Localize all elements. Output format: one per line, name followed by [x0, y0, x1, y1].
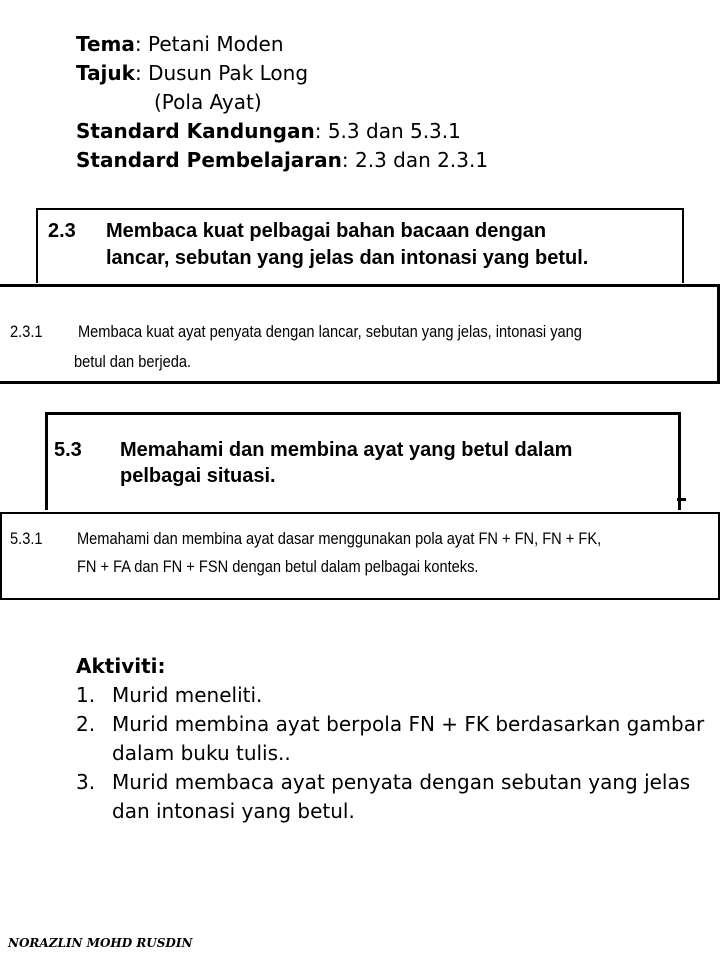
- activity-list: [76, 681, 720, 826]
- list-item-text: Murid meneliti.: [112, 683, 263, 707]
- standard-pembelajaran-value: : 2.3 dan 2.3.1: [341, 148, 489, 172]
- standard-2-3-box: [36, 208, 684, 283]
- standard-5-3-line1: Memahami dan membina ayat yang betul dalam: [120, 439, 573, 461]
- lesson-header: [76, 30, 488, 175]
- standard-5-3-line2: pelbagai situasi.: [120, 465, 276, 487]
- activity-section: [76, 652, 720, 826]
- tajuk-subtitle: (Pola Ayat): [154, 90, 262, 114]
- standard-5-3-number: 5.3: [54, 439, 82, 461]
- author-signature: NORAZLIN MOHD RUSDIN: [8, 936, 193, 950]
- tema-value: : Petani Moden: [134, 32, 284, 56]
- standard-2-3-1-line2: betul dan berjeda.: [74, 352, 192, 371]
- list-item: [76, 710, 720, 768]
- tajuk-value: : Dusun Pak Long: [134, 61, 309, 85]
- box-corner-mark: [677, 498, 686, 501]
- standard-kandungan-line: [76, 117, 488, 146]
- standard-5-3-box: [45, 412, 681, 510]
- standard-5-3-1-line1: Memahami dan membina ayat dasar menggunakan pola ayat FN + FN, FN + FK,: [77, 529, 602, 548]
- activity-title: Aktiviti:: [76, 654, 166, 678]
- standard-kandungan-value: : 5.3 dan 5.3.1: [314, 119, 461, 143]
- standard-2-3-1-number: 2.3.1: [10, 322, 43, 341]
- standard-2-3-line2: lancar, sebutan yang jelas dan intonasi yang betul.: [106, 247, 589, 269]
- standard-pembelajaran-label: Standard Pembelajaran: [76, 148, 342, 172]
- tema-label: Tema: [76, 32, 135, 56]
- standard-5-3-1-line2: FN + FA dan FN + FSN dengan betul dalam pelbagai konteks.: [77, 557, 479, 576]
- standard-2-3-number: 2.3: [48, 220, 76, 242]
- list-item: [76, 768, 720, 826]
- list-item-number: 1.: [76, 683, 96, 707]
- list-item-text: Murid membina ayat berpola FN + FK berdasarkan gambar dalam buku tulis..: [112, 712, 705, 765]
- list-item-number: 3.: [76, 770, 96, 794]
- standard-2-3-line1: Membaca kuat pelbagai bahan bacaan dengan: [106, 220, 547, 242]
- standard-5-3-1-box: [0, 512, 720, 600]
- standard-2-3-1-box: [0, 284, 720, 384]
- standard-5-3-1-number: 5.3.1: [10, 529, 43, 548]
- tajuk-line: [76, 59, 488, 88]
- standard-2-3-1-line1: Membaca kuat ayat penyata dengan lancar, sebutan yang jelas, intonasi yang: [78, 322, 582, 341]
- list-item-text: Murid membaca ayat penyata dengan sebutan yang jelas dan intonasi yang betul.: [112, 770, 691, 823]
- tema-line: [76, 30, 488, 59]
- list-item: [76, 681, 720, 710]
- tajuk-label: Tajuk: [76, 61, 135, 85]
- standard-pembelajaran-line: [76, 146, 488, 175]
- list-item-number: 2.: [76, 712, 96, 736]
- standard-kandungan-label: Standard Kandungan: [76, 119, 315, 143]
